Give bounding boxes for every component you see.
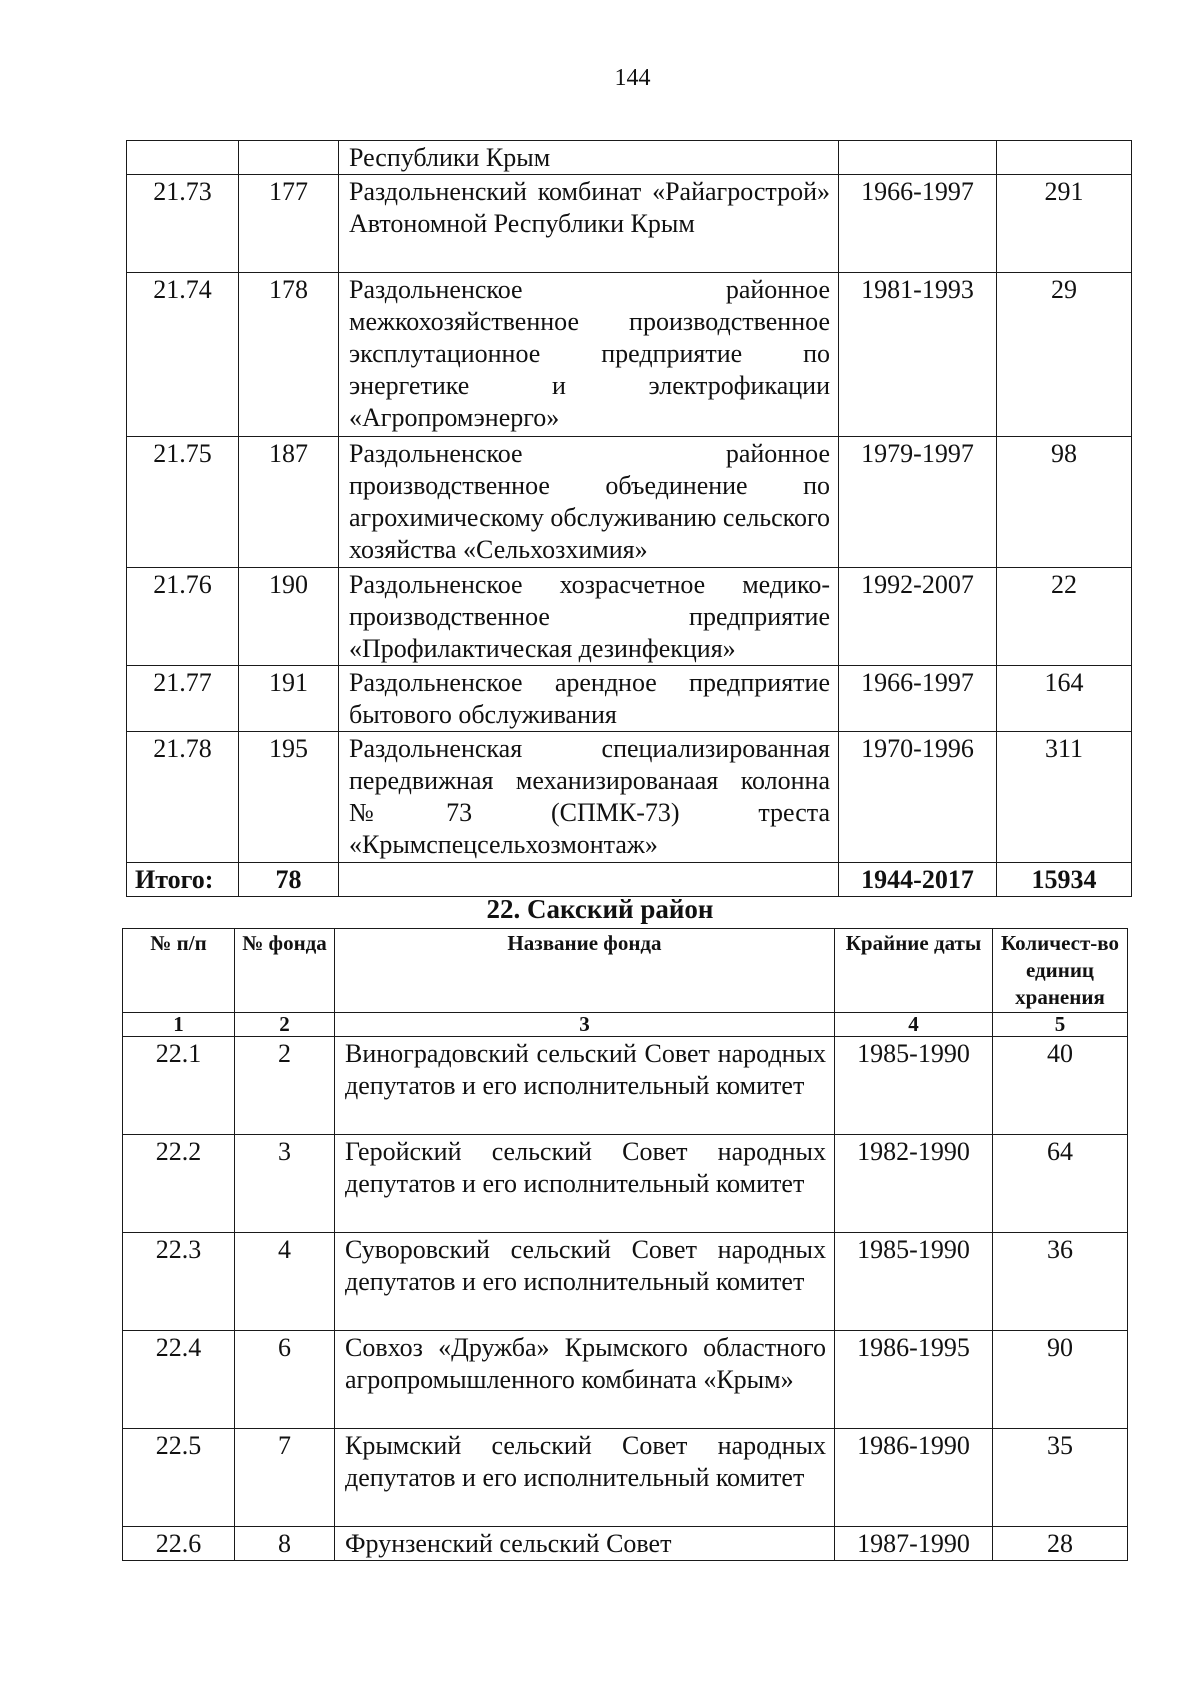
storage-unit-count: 22 — [997, 568, 1132, 666]
total-row — [127, 863, 1132, 897]
total-name-empty — [339, 863, 839, 897]
storage-unit-count: 29 — [997, 273, 1132, 437]
archive-table-continued — [126, 140, 1132, 897]
storage-unit-count: 311 — [997, 732, 1132, 863]
row-index: 22.5 — [123, 1429, 235, 1527]
fund-number: 191 — [239, 666, 339, 732]
row-index: 21.77 — [127, 666, 239, 732]
date-range: 1979-1997 — [839, 437, 997, 568]
column-number: 3 — [335, 1013, 835, 1037]
header-date-range: Крайние даты — [835, 929, 993, 1013]
fund-number: 3 — [235, 1135, 335, 1233]
table-row — [127, 666, 1132, 732]
table-row — [127, 437, 1132, 568]
fund-number: 177 — [239, 175, 339, 273]
table-row — [123, 1429, 1128, 1527]
storage-unit-count: 98 — [997, 437, 1132, 568]
column-number: 4 — [835, 1013, 993, 1037]
date-range: 1970-1996 — [839, 732, 997, 863]
table-row — [123, 1135, 1128, 1233]
fund-name: Суворовский сельский Совет народных депутатов и его исполнительный комитет — [335, 1233, 835, 1331]
fund-number: 4 — [235, 1233, 335, 1331]
fund-name: Виноградовский сельский Совет народных депутатов и его исполнительный комитет — [335, 1037, 835, 1135]
fund-name: Республики Крым — [339, 141, 839, 175]
fund-number: 187 — [239, 437, 339, 568]
date-range: 1985-1990 — [835, 1233, 993, 1331]
row-index: 21.76 — [127, 568, 239, 666]
fund-name: Крымский сельский Совет народных депутатов и его исполнительный комитет — [335, 1429, 835, 1527]
section-title: 22. Сакский район — [486, 894, 714, 924]
date-range — [839, 141, 997, 175]
fund-number: 2 — [235, 1037, 335, 1135]
storage-unit-count: 291 — [997, 175, 1132, 273]
header-index: № п/п — [123, 929, 235, 1013]
date-range: 1966-1997 — [839, 175, 997, 273]
column-number-row — [123, 1013, 1128, 1037]
fund-name: Раздольненское районное производственное объединение по агрохимическому обслуживанию сельского хозяйства «Сельхозхимия» — [339, 437, 839, 568]
fund-number: 190 — [239, 568, 339, 666]
row-index: 21.73 — [127, 175, 239, 273]
table-row — [123, 1527, 1128, 1561]
header-fund-name: Название фонда — [335, 929, 835, 1013]
fund-number: 195 — [239, 732, 339, 863]
fund-number: 178 — [239, 273, 339, 437]
storage-unit-count: 28 — [993, 1527, 1128, 1561]
fund-name: Раздольненское районное межкохозяйственное производственное эксплутационное предприятие по энергетике и электрофикации «Агропромэнерго» — [339, 273, 839, 437]
fund-name: Совхоз «Дружба» Крымского областного агропромышленного комбината «Крым» — [335, 1331, 835, 1429]
fund-number — [239, 141, 339, 175]
storage-unit-count: 64 — [993, 1135, 1128, 1233]
storage-unit-count: 90 — [993, 1331, 1128, 1429]
total-fund-count: 78 — [239, 863, 339, 897]
page-number: 144 — [614, 65, 651, 91]
fund-name: Раздольненская специализированная передвижная механизированаая колонна №73 (СПМК-73) треста «Крымспецсельхозмонтаж» — [339, 732, 839, 863]
storage-unit-count — [997, 141, 1132, 175]
header-storage-units: Количест-во единиц хранения — [993, 929, 1128, 1013]
storage-unit-count: 35 — [993, 1429, 1128, 1527]
total-label: Итого: — [127, 863, 239, 897]
date-range: 1986-1990 — [835, 1429, 993, 1527]
total-storage-units: 15934 — [997, 863, 1132, 897]
date-range: 1987-1990 — [835, 1527, 993, 1561]
table-row — [127, 568, 1132, 666]
header-fund-number: № фонда — [235, 929, 335, 1013]
date-range: 1985-1990 — [835, 1037, 993, 1135]
fund-name: Раздольненское хозрасчетное медико-производственное предприятие «Профилактическая дезинфекция» — [339, 568, 839, 666]
table-row — [127, 273, 1132, 437]
row-index: 22.2 — [123, 1135, 235, 1233]
storage-unit-count: 164 — [997, 666, 1132, 732]
date-range: 1982-1990 — [835, 1135, 993, 1233]
table-row — [127, 732, 1132, 863]
fund-name: Раздольненский комбинат «Райагрострой» Автономной Республики Крым — [339, 175, 839, 273]
date-range: 1992-2007 — [839, 568, 997, 666]
date-range: 1986-1995 — [835, 1331, 993, 1429]
header-row — [123, 929, 1128, 1013]
archive-table-saki — [122, 928, 1128, 1561]
table-row — [127, 141, 1132, 175]
column-number: 2 — [235, 1013, 335, 1037]
column-number: 1 — [123, 1013, 235, 1037]
total-date-range: 1944-2017 — [839, 863, 997, 897]
table-row — [123, 1331, 1128, 1429]
row-index: 21.75 — [127, 437, 239, 568]
table-row — [127, 175, 1132, 273]
date-range: 1966-1997 — [839, 666, 997, 732]
row-index: 21.74 — [127, 273, 239, 437]
storage-unit-count: 40 — [993, 1037, 1128, 1135]
row-index: 21.78 — [127, 732, 239, 863]
table-row — [123, 1037, 1128, 1135]
row-index: 22.3 — [123, 1233, 235, 1331]
fund-number: 7 — [235, 1429, 335, 1527]
row-index — [127, 141, 239, 175]
date-range: 1981-1993 — [839, 273, 997, 437]
row-index: 22.6 — [123, 1527, 235, 1561]
fund-name: Фрунзенский сельский Совет — [335, 1527, 835, 1561]
row-index: 22.4 — [123, 1331, 235, 1429]
fund-number: 8 — [235, 1527, 335, 1561]
row-index: 22.1 — [123, 1037, 235, 1135]
fund-name: Геройский сельский Совет народных депутатов и его исполнительный комитет — [335, 1135, 835, 1233]
column-number: 5 — [993, 1013, 1128, 1037]
table-row — [123, 1233, 1128, 1331]
fund-number: 6 — [235, 1331, 335, 1429]
fund-name: Раздольненское арендное предприятие бытового обслуживания — [339, 666, 839, 732]
storage-unit-count: 36 — [993, 1233, 1128, 1331]
